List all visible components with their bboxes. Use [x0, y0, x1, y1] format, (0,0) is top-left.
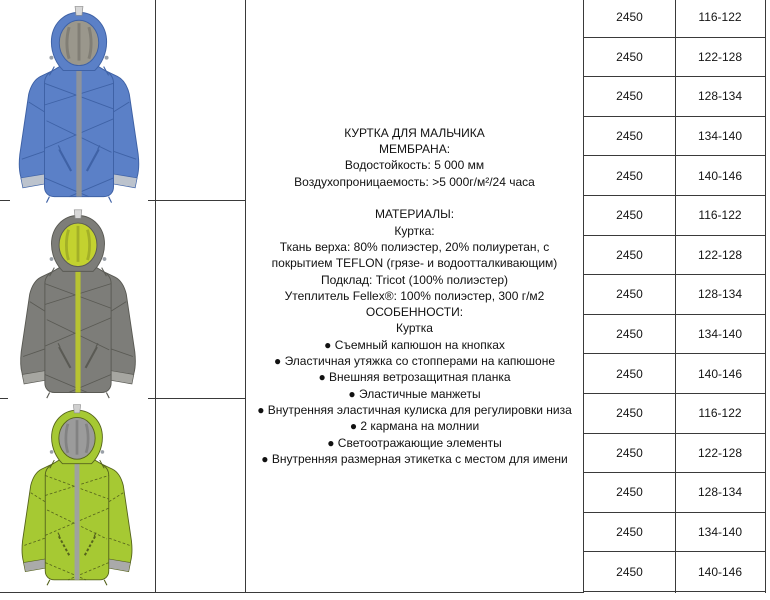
- description-line: Куртка: [396, 321, 433, 336]
- table-row: [584, 38, 765, 78]
- price-size-table: [584, 0, 765, 592]
- price-cell: 2450: [616, 485, 643, 500]
- description-line: Подклад: Tricot (100% полиэстер): [320, 272, 509, 287]
- table-row: [584, 434, 765, 474]
- size-cell: 140-146: [697, 564, 743, 579]
- price-cell: 2450: [616, 129, 643, 144]
- size-cell: 116-122: [698, 406, 742, 421]
- price-cell: 2450: [616, 49, 643, 64]
- price-cell: 2450: [616, 445, 643, 460]
- description-line: [246, 190, 583, 206]
- price-cell: 2450: [616, 10, 643, 25]
- table-row: [584, 196, 765, 236]
- description-line: ОСОБЕННОСТИ:: [365, 305, 464, 320]
- table-border-horizontal: [0, 592, 584, 593]
- size-cell: 134-140: [697, 327, 743, 342]
- table-row: [584, 0, 765, 38]
- description-line: ● Съемный капюшон на кнопках: [324, 337, 505, 352]
- size-cell: 128-134: [697, 89, 743, 104]
- description-line: Утеплитель Fellex®: 100% полиэстер, 300 г/м2: [284, 288, 545, 303]
- size-cell: 134-140: [697, 129, 743, 144]
- table-row: [584, 275, 765, 315]
- price-cell: 2450: [616, 247, 643, 262]
- table-border-vertical: [155, 0, 156, 593]
- price-cell: 2450: [616, 89, 643, 104]
- price-cell: 2450: [616, 287, 643, 302]
- size-cell: 128-134: [697, 485, 743, 500]
- jacket-illustration-blue: [10, 3, 148, 206]
- table-row: [584, 354, 765, 394]
- description-line: покрытием TEFLON (грязе- и водоотталкивающим): [271, 256, 558, 271]
- table-row: [584, 77, 765, 117]
- size-cell: 134-140: [697, 525, 743, 540]
- size-cell: 128-134: [697, 287, 743, 302]
- size-cell: 122-128: [697, 445, 743, 460]
- table-row: [584, 513, 765, 553]
- table-row: [584, 473, 765, 513]
- description-line: Куртка:: [394, 223, 435, 238]
- price-cell: 2450: [616, 327, 643, 342]
- table-row: [584, 552, 765, 592]
- table-row: [584, 156, 765, 196]
- product-description: [246, 0, 583, 592]
- price-cell: 2450: [616, 525, 643, 540]
- size-cell: 140-146: [697, 168, 743, 183]
- table-border-vertical: [765, 0, 766, 593]
- price-cell: 2450: [616, 564, 643, 579]
- description-line: МЕМБРАНА:: [378, 142, 451, 157]
- description-line: ● Эластичные манжеты: [348, 386, 481, 401]
- description-line: ● Внутренняя эластичная кулиска для регулировки низа: [257, 402, 572, 417]
- price-cell: 2450: [616, 208, 643, 223]
- table-row: [584, 117, 765, 157]
- price-cell: 2450: [616, 406, 643, 421]
- price-cell: 2450: [616, 168, 643, 183]
- price-cell: 2450: [616, 366, 643, 381]
- description-line: ● 2 кармана на молнии: [349, 419, 480, 434]
- table-row: [584, 394, 765, 434]
- table-row: [584, 236, 765, 276]
- description-line: ● Внешняя ветрозащитная планка: [318, 370, 511, 385]
- description-line: Воздухопроницаемость: >5 000г/м²/24 часа: [294, 174, 535, 189]
- jacket-illustration-gray: [8, 207, 148, 401]
- size-cell: 122-128: [697, 49, 743, 64]
- description-line: ● Светоотражающие элементы: [327, 435, 502, 450]
- description-line: МАТЕРИАЛЫ:: [374, 207, 455, 222]
- size-cell: 140-146: [697, 366, 743, 381]
- description-line: ● Эластичная утяжка со стопперами на капюшоне: [273, 354, 555, 369]
- table-row: [584, 315, 765, 355]
- size-cell: 122-128: [697, 247, 743, 262]
- size-cell: 116-122: [698, 10, 742, 25]
- description-line: КУРТКА ДЛЯ МАЛЬЧИКА: [344, 125, 485, 140]
- description-line: ● Внутренняя размерная этикетка с местом для имени: [261, 451, 568, 466]
- size-cell: 116-122: [698, 208, 742, 223]
- description-line: Водостойкость: 5 000 мм: [344, 158, 485, 173]
- jacket-illustration-green: [6, 402, 148, 588]
- description-line: Ткань верха: 80% полиэстер, 20% полиуретан, с: [279, 239, 550, 254]
